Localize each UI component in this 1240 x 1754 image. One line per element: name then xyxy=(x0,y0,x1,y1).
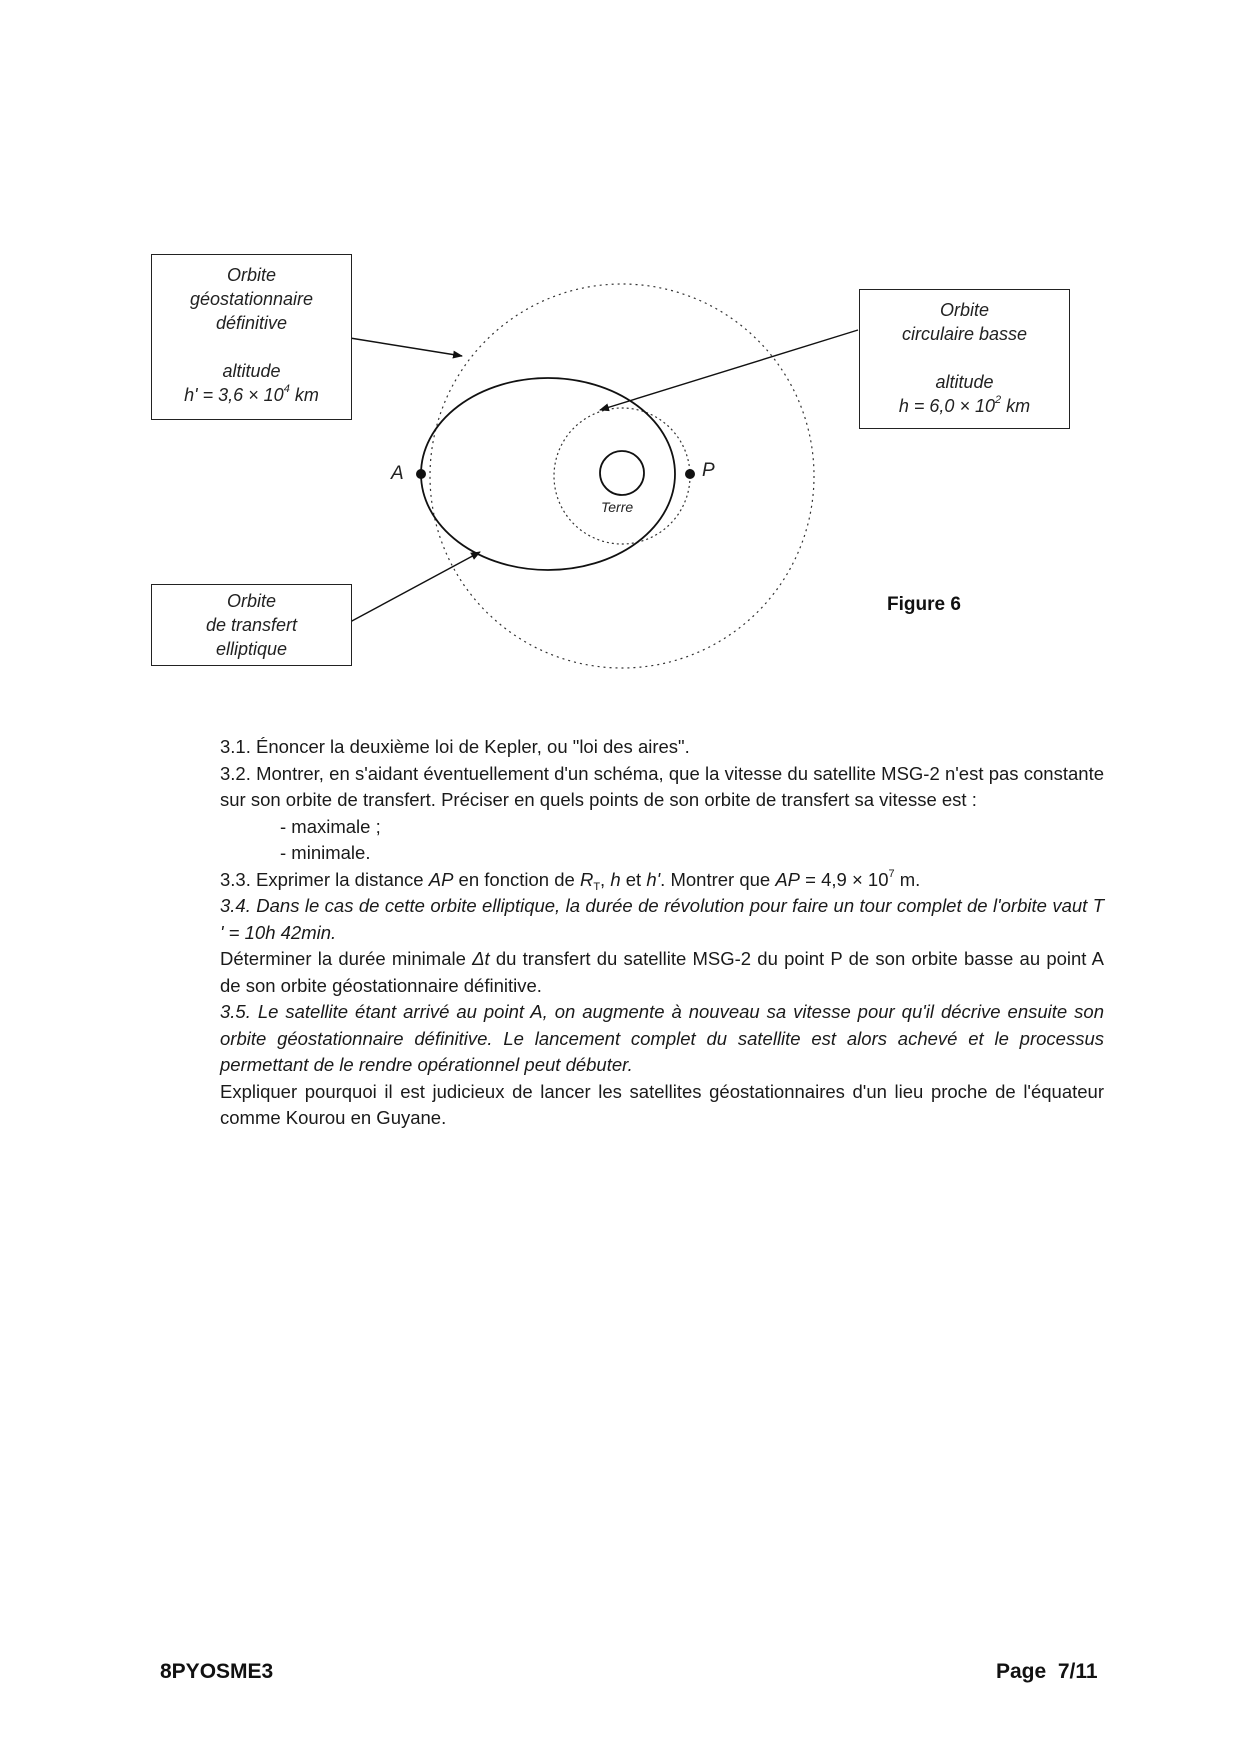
box-geo-line5: $h' = 3,6 \times 10^4$ km xyxy=(184,383,319,405)
box-transfer-line2: de transfert xyxy=(205,615,298,635)
box-low-line4: altitude xyxy=(935,372,994,392)
box-geo-line1: Orbite xyxy=(226,265,277,285)
label-point-a: A xyxy=(391,463,404,484)
question-3-5: Expliquer pourquoi il est judicieux de lancer les satellites géostationnaires d'un lieu proche de l'équateur comme Kourou en Guyane. xyxy=(220,1080,1104,1128)
question-3-1: 3.1. Énoncer la deuxième loi de Kepler, ou "loi des aires". xyxy=(220,736,690,757)
box-transfer-orbit xyxy=(151,584,352,666)
box-geo-line4: altitude xyxy=(222,361,281,381)
question-3-3: 3.3. Exprimer la distance AP en fonction de $R_T$, h et h'. Montrer que AP = $4,9 \times 10^7$ m. xyxy=(220,867,921,893)
box-low-line2: circulaire basse xyxy=(901,324,1028,344)
question-3-4-context: 3.4. Dans le cas de cette orbite elliptique, la durée de révolution pour faire un tour complet de l'orbite vaut T ' = 10h 42min. xyxy=(220,895,1104,943)
box-geostationary-orbit xyxy=(151,254,352,420)
label-earth: Terre xyxy=(601,499,634,515)
arrow-transfer xyxy=(350,552,480,622)
transfer-ellipse xyxy=(421,378,675,570)
geostationary-orbit xyxy=(430,284,814,668)
question-3-2-min: - minimale. xyxy=(280,842,371,863)
questions-block xyxy=(220,734,1104,1132)
footer-page: Page 7/11 xyxy=(996,1660,1098,1683)
box-transfer-line3: elliptique xyxy=(215,639,288,659)
point-p-dot xyxy=(685,469,695,479)
footer-code: 8PYOSME3 xyxy=(160,1660,274,1683)
point-a-dot xyxy=(416,469,426,479)
box-low-line1: Orbite xyxy=(939,300,990,320)
arrow-low-orbit xyxy=(600,330,858,410)
box-low-circular-orbit xyxy=(859,289,1070,429)
figure-caption: Figure 6 xyxy=(887,594,961,615)
label-point-p: P xyxy=(702,460,715,481)
arrow-geostationary xyxy=(350,338,462,356)
question-3-4: Déterminer la durée minimale Δt du transfert du satellite MSG-2 du point P de son orbite basse au point A de son orbite géostationnaire définitive. xyxy=(220,948,1104,996)
box-transfer-line1: Orbite xyxy=(226,591,277,611)
question-3-5-context: 3.5. Le satellite étant arrivé au point A, on augmente à nouveau sa vitesse pour qu'il décrive ensuite son orbite géostationnaire définitive. Le lancement complet du satellite est alors achevé et le processus permettant de le rendre opérationnel peut débuter. xyxy=(220,1001,1104,1075)
box-geo-line3: définitive xyxy=(215,313,288,333)
low-circular-orbit xyxy=(554,408,690,544)
box-low-line5: $h = 6,0 \times 10^2$ km xyxy=(898,394,1031,416)
question-3-2-max: - maximale ; xyxy=(280,815,381,837)
question-3-2: 3.2. Montrer, en s'aidant éventuellement d'un schéma, que la vitesse du satellite MSG-2 n'est pas constante sur son orbite de transfert. Préciser en quels points de son orbite de transfert sa vitesse est : xyxy=(220,762,1104,810)
earth-circle xyxy=(600,451,644,495)
box-geo-line2: géostationnaire xyxy=(189,289,314,309)
